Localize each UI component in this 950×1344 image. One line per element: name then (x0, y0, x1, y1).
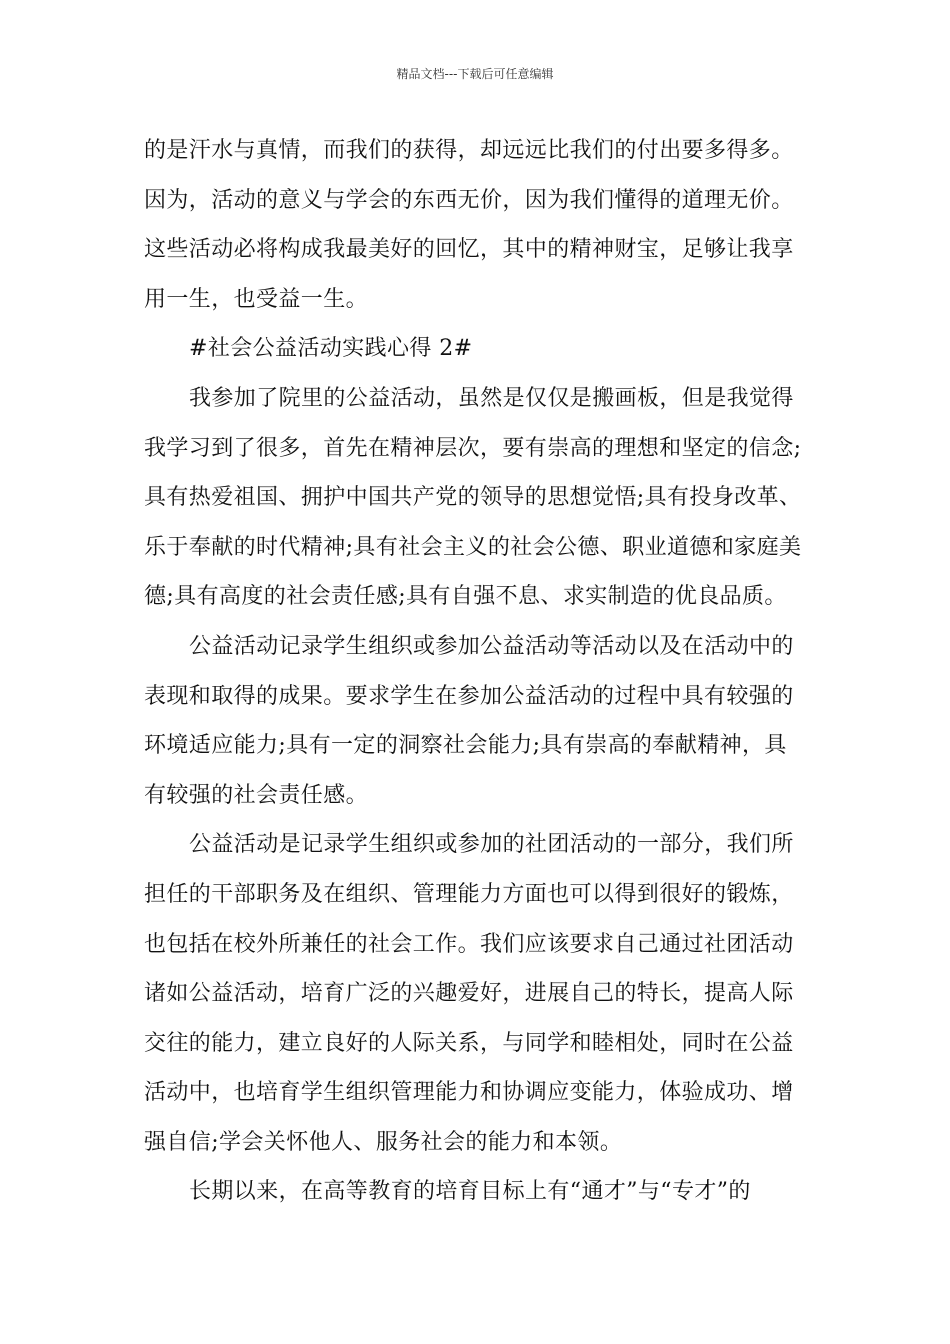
text-line: 我学习到了很多，首先在精神层次，要有崇高的理想和坚定的信念; (144, 435, 802, 461)
text-line: 环境适应能力;具有一定的洞察社会能力;具有崇高的奉献精神，具 (144, 733, 787, 759)
text-line: 强自信;学会关怀他人、服务社会的能力和本领。 (144, 1129, 623, 1155)
text-line: 用一生，也受益一生。 (144, 286, 369, 312)
text-line: 担任的干部职务及在组织、管理能力方面也可以得到很好的锻炼， (144, 881, 794, 907)
text-line: 交往的能力，建立良好的人际关系，与同学和睦相处，同时在公益 (144, 1030, 794, 1056)
document-body (144, 126, 808, 1217)
section-heading: #社会公益活动实践心得 2# (189, 336, 473, 362)
text-line: 这些活动必将构成我最美好的回忆，其中的精神财宝，足够让我享 (144, 237, 794, 263)
page-header: 精品文档---下载后可任意编辑 (396, 67, 554, 81)
text-line: 乐于奉献的时代精神;具有社会主义的社会公德、职业道德和家庭美 (144, 534, 802, 560)
text-line: 的是汗水与真情，而我们的获得，却远远比我们的付出要多得多。 (144, 138, 794, 163)
text-line: 具有热爱祖国、拥护中国共产党的领导的思想觉悟;具有投身改革、 (144, 485, 802, 511)
text-line: 有较强的社会责任感。 (144, 782, 369, 808)
text-line: 公益活动是记录学生组织或参加的社团活动的一部分，我们所 (189, 832, 794, 858)
text-line: 也包括在校外所兼任的社会工作。我们应该要求自己通过社团活动 (144, 931, 794, 957)
text-line: 我参加了院里的公益活动，虽然是仅仅是搬画板，但是我觉得 (189, 385, 794, 411)
text-line: 德;具有高度的社会责任感;具有自强不息、求实制造的优良品质。 (144, 584, 787, 610)
text-line: 诸如公益活动，培育广泛的兴趣爱好，进展自己的特长，提高人际 (144, 981, 794, 1007)
text-line: 表现和取得的成果。要求学生在参加公益活动的过程中具有较强的 (144, 683, 794, 709)
text-line: 因为，活动的意义与学会的东西无价，因为我们懂得的道理无价。 (144, 187, 794, 213)
text-line: 长期以来，在高等教育的培育目标上有“通才”与“专才”的 (189, 1179, 751, 1205)
text-line: 公益活动记录学生组织或参加公益活动等活动以及在活动中的 (189, 633, 794, 659)
text-line: 活动中，也培育学生组织管理能力和协调应变能力，体验成功、增 (144, 1080, 794, 1106)
